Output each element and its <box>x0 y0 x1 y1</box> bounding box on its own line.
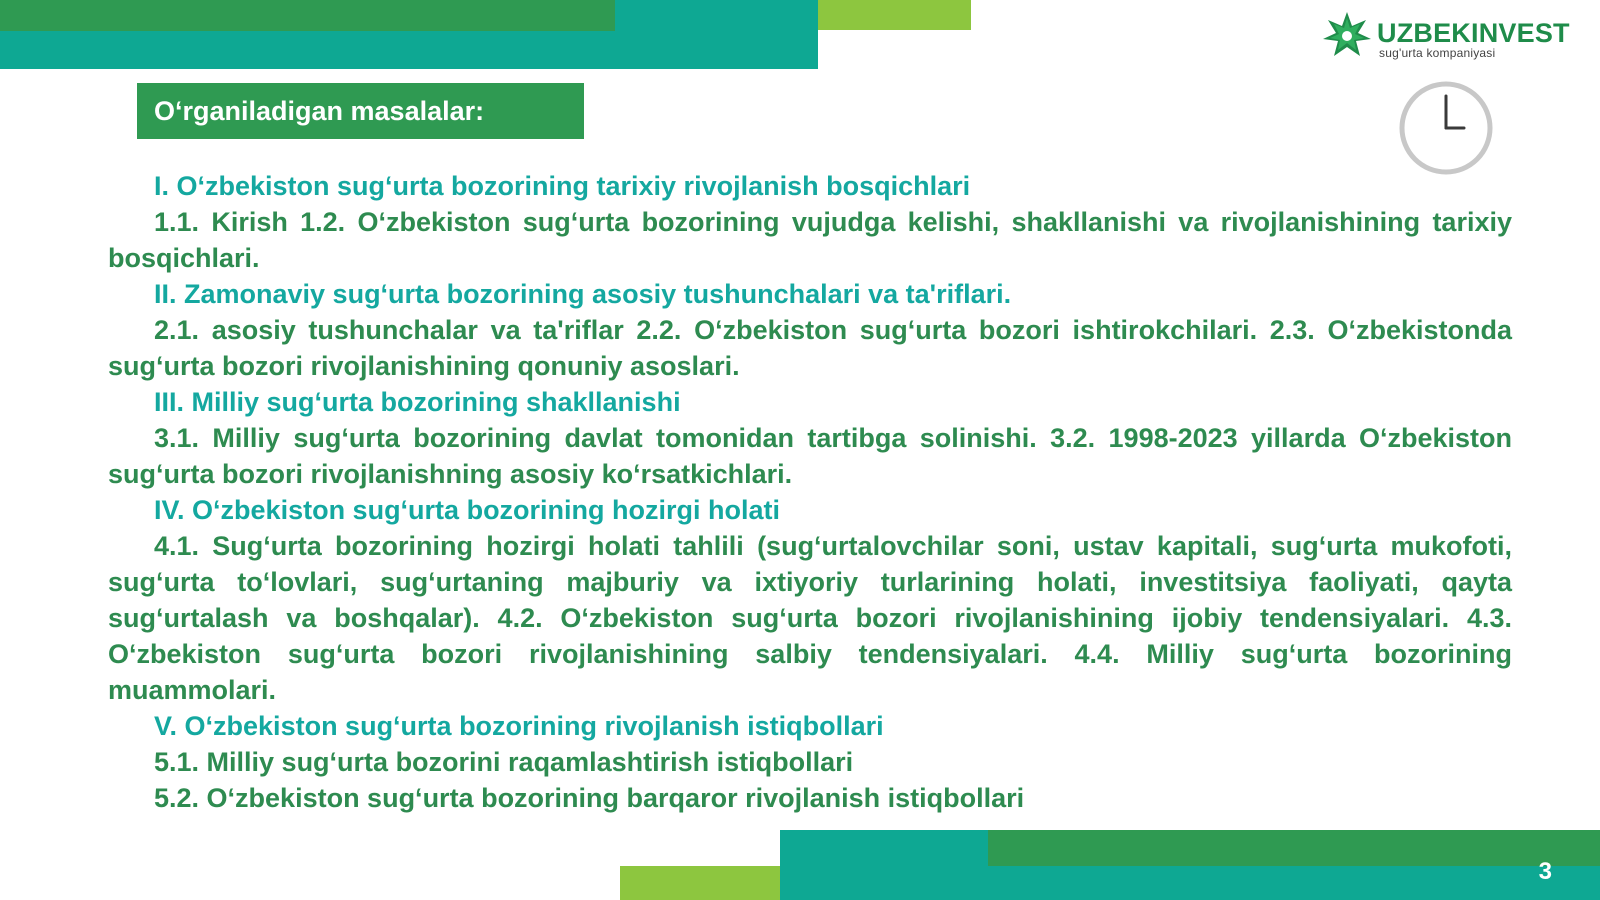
company-logo <box>1322 8 1582 64</box>
page-number: 3 <box>1538 858 1552 885</box>
top-lime-stripe <box>818 0 971 30</box>
top-green-stripe <box>0 0 615 31</box>
clock-icon <box>1398 80 1494 181</box>
section-body-2: 2.1. asosiy tushunchalar va ta'riflar 2.2. O‘zbekiston sug‘urta bozori ishtirokchilari. 2.3. O‘zbekistonda sug‘urta bozori rivojlanishining qonuniy asoslari. <box>108 315 1512 381</box>
top-teal-stripe-upper <box>615 0 818 31</box>
logo-subtitle: sug'urta kompaniyasi <box>1379 46 1496 60</box>
logo-title: UZBEKINVEST <box>1377 18 1570 48</box>
section-heading-5: V. O‘zbekiston sug‘urta bozorining rivojlanish istiqbollari <box>154 711 884 741</box>
section-body-5a: 5.1. Milliy sug‘urta bozorini raqamlashtirish istiqbollari <box>154 747 854 777</box>
section-heading-4: IV. O‘zbekiston sug‘urta bozorining hozirgi holati <box>154 495 781 525</box>
section-body-3: 3.1. Milliy sug‘urta bozorining davlat tomonidan tartibga solinishi. 3.2. 1998-2023 yillarda O‘zbekiston sug‘urta bozori rivojlanishning asosiy ko‘rsatkichlari. <box>108 423 1512 489</box>
section-heading-1: I. O‘zbekiston sug‘urta bozorining tarixiy rivojlanish bosqichlari <box>154 171 971 201</box>
topics-header: O‘rganiladigan masalalar: <box>137 83 584 139</box>
bottom-lime-stripe <box>620 866 780 900</box>
section-heading-2: II. Zamonaviy sug‘urta bozorining asosiy tushunchalari va ta'riflari. <box>154 279 1012 309</box>
section-heading-3: III. Milliy sug‘urta bozorining shakllanishi <box>154 387 681 417</box>
section-body-1: 1.1. Kirish 1.2. O‘zbekiston sug‘urta bozorining vujudga kelishi, shakllanishi va rivojlanishining tarixiy bosqichlari. <box>108 207 1512 273</box>
bottom-green-stripe <box>988 830 1600 866</box>
star-leaf-logo-icon <box>1322 10 1372 67</box>
section-body-5b: 5.2. O‘zbekiston sug‘urta bozorining barqaror rivojlanish istiqbollari <box>154 783 1025 813</box>
top-teal-stripe <box>0 31 818 69</box>
section-body-4: 4.1. Sug‘urta bozorining hozirgi holati tahlili (sug‘urtalovchilar soni, ustav kapitali, sug‘urta mukofoti, sug‘urta to‘lovlari, sug‘urtaning majburiy va ixtiyoriy turlarining holati, investitsiya faoliyati, qayta sug‘urtalash va boshqalar). 4.2. O‘zbekiston sug‘urta bozori rivojlanishining ijobiy tendensiyalari. 4.3. O‘zbekiston sug‘urta bozori rivojlanishining salbiy tendensiyalari. 4.4. Milliy sug‘urta bozorining muammolari. <box>108 531 1512 705</box>
topics-content <box>108 168 1512 816</box>
